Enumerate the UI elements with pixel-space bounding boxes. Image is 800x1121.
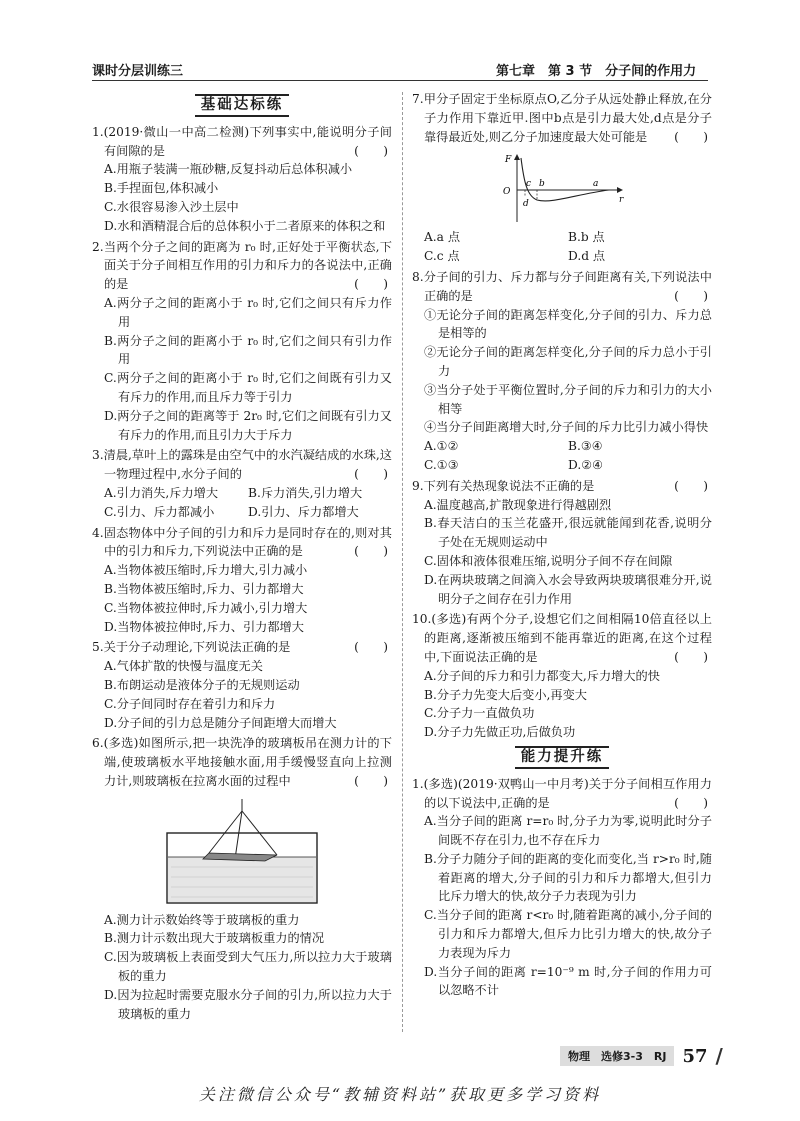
answer-option: A.引力消失,斥力增大 (104, 485, 219, 500)
section-title-basic (92, 94, 392, 117)
statement: ②无论分子间的距离怎样变化,分子间的斥力总小于引力 (424, 345, 712, 378)
answer-option: B.③④ (568, 439, 603, 454)
section-title-text: 基础达标练 (195, 94, 290, 117)
answer-option: D.因为拉起时需要克服水分子间的引力,所以拉力大于玻璃板的重力 (104, 987, 392, 1021)
answer-option: C.引力、斥力都减小 (104, 504, 215, 519)
answer-option: A.a 点 (424, 230, 461, 245)
graph-label-f: F (505, 155, 512, 166)
page-number: 57 (682, 1045, 708, 1067)
answer-option: B.分子力先变大后变小,再变大 (424, 687, 587, 702)
answer-option: A.①② (424, 439, 459, 454)
section-title-advanced (412, 746, 712, 769)
answer-option: C.因为玻璃板上表面受到大气压力,所以拉力大于玻璃板的重力 (104, 950, 392, 984)
answer-option: A.分子间的斥力和引力都变大,斥力增大的快 (424, 668, 660, 683)
question-text: 1.(2019·微山一中高二检测)下列事实中,能说明分子间有间隙的是 (92, 124, 392, 158)
answer-option: A.用瓶子装满一瓶砂糖,反复抖动后总体积减小 (104, 162, 353, 177)
question-text: 9.下列有关热现象说法不正确的是 (412, 478, 595, 493)
answer-option: B.分子力随分子间的距离的变化而变化,当 r>r₀ 时,随着距离的增大,分子间的引力和斥力都增大,但引力比斥力增大的快,故分子力表现为引力 (424, 851, 712, 904)
question (412, 268, 712, 475)
beaker-figure (92, 797, 392, 907)
statement: ③当分子处于平衡位置时,分子间的斥力和引力的大小相等 (424, 382, 712, 416)
question-list-right-2 (412, 775, 712, 1001)
answer-blank: ( ) (354, 277, 388, 292)
statement: ④当分子间距离增大时,分子间的斥力比引力减小得快 (424, 420, 709, 435)
question (412, 775, 712, 1001)
graph-label-r: r (619, 195, 624, 206)
header-right: 第七章 第 3 节 分子间的作用力 (496, 64, 697, 79)
question (92, 238, 392, 445)
question-list-right (412, 90, 712, 742)
answer-option: B.当物体被压缩时,斥力、引力都增大 (104, 581, 304, 596)
answer-option: D.分子间的引力总是随分子间距增大而增大 (104, 715, 337, 730)
question-text: 5.关于分子动理论,下列说法正确的是 (92, 640, 291, 655)
question (92, 734, 392, 1023)
answer-option: C.分子力一直做负功 (424, 706, 535, 721)
answer-option: D.d 点 (568, 249, 606, 264)
question-stem (92, 238, 392, 294)
footer (560, 1044, 723, 1068)
question-stem (92, 524, 392, 562)
question-text: 1.(多选)(2019·双鸭山一中月考)关于分子间相互作用力的以下说法中,正确的是 (412, 776, 712, 810)
answer-option: A.两分子之间的距离小于 r₀ 时,它们之间只有斥力作用 (104, 295, 392, 329)
section-title-text: 能力提升练 (515, 746, 610, 769)
options-grid (412, 228, 712, 266)
question-text: 10.(多选)有两个分子,设想它们之间相隔10倍直径以上的距离,逐渐被压缩到不能再靠近的距离,在这个过程中,下面说法正确的是 (412, 612, 712, 664)
answer-blank: ( ) (354, 544, 388, 559)
answer-option: D.当物体被拉伸时,斥力、引力都增大 (104, 619, 304, 634)
answer-option: B.春天洁白的玉兰花盛开,很远就能闻到花香,说明分子处在无规则运动中 (424, 516, 712, 550)
question (92, 638, 392, 732)
answer-option: B.布朗运动是液体分子的无规则运动 (104, 677, 300, 692)
question (412, 610, 712, 742)
answer-option: C.①③ (424, 457, 459, 472)
force-graph-figure (412, 152, 712, 224)
answer-option: C.c 点 (424, 249, 460, 264)
answer-option: B.手捏面包,体积减小 (104, 181, 219, 196)
question-stem (92, 734, 392, 790)
answer-option: C.水很容易渗入沙土层中 (104, 199, 239, 214)
question-stem (92, 638, 392, 657)
answer-option: D.②④ (568, 457, 604, 472)
answer-option: A.当分子间的距离 r=r₀ 时,分子力为零,说明此时分子间既不存在引力,也不存在斥力 (424, 814, 712, 848)
header-rule (92, 80, 708, 81)
graph-label-d: d (523, 199, 529, 210)
graph-label-o: O (503, 187, 511, 198)
right-column (412, 90, 712, 1002)
answer-option: A.测力计示数始终等于玻璃板的重力 (104, 912, 300, 927)
question-stem (92, 446, 392, 484)
answer-option: B.测力计示数出现大于玻璃板重力的情况 (104, 931, 325, 946)
answer-blank: ( ) (354, 467, 388, 482)
question-stem (412, 477, 712, 496)
question-list-left (92, 123, 392, 1024)
answer-option: D.水和酒精混合后的总体积小于二者原来的体积之和 (104, 218, 386, 233)
statement: ①无论分子间的距离怎样变化,分子间的引力、斥力总是相等的 (424, 307, 712, 341)
left-column (92, 90, 392, 1025)
options-grid (92, 484, 392, 522)
footer-subject: 物理 选修3-3 RJ (560, 1046, 674, 1066)
answer-option: B.两分子之间的距离小于 r₀ 时,它们之间只有引力作用 (104, 333, 392, 367)
answer-option: D.在两块玻璃之间滴入水会导致两块玻璃很难分开,说明分子之间存在引力作用 (424, 572, 712, 606)
answer-blank: ( ) (674, 795, 708, 810)
answer-option: B.b 点 (568, 230, 605, 245)
question (92, 446, 392, 521)
question (412, 90, 712, 266)
answer-blank: ( ) (674, 478, 708, 493)
answer-blank: ( ) (354, 143, 388, 158)
question (92, 524, 392, 637)
question-text: 2.当两个分子之间的距离为 r₀ 时,正好处于平衡状态,下面关于分子间相互作用的引力和斥力的各说法中,正确的是 (92, 239, 392, 292)
answer-blank: ( ) (674, 649, 708, 664)
force-distance-graph (497, 152, 627, 224)
question-stem (412, 90, 712, 146)
question (412, 477, 712, 609)
answer-option: C.固体和液体很难压缩,说明分子间不存在间隙 (424, 553, 673, 568)
answer-option: D.当分子间的距离 r=10⁻⁹ m 时,分子间的作用力可以忽略不计 (424, 964, 712, 998)
question-stem (412, 775, 712, 813)
answer-blank: ( ) (674, 288, 708, 303)
answer-option: D.引力、斥力都增大 (248, 504, 359, 519)
answer-option: D.分子力先做正功,后做负功 (424, 725, 576, 740)
header-left: 课时分层训练三 (92, 64, 184, 79)
answer-option: A.当物体被压缩时,斥力增大,引力减小 (104, 563, 308, 578)
question-text: 6.(多选)如图所示,把一块洗净的玻璃板吊在测力计的下端,使玻璃板水平地接触水面,用手缓慢竖直向上拉测力计,则玻璃板在拉离水面的过程中 (92, 736, 392, 788)
answer-option: B.斥力消失,引力增大 (248, 485, 363, 500)
answer-option: D.两分子之间的距离等于 2r₀ 时,它们之间既有引力又有斥力的作用,而且引力大于斥力 (104, 408, 392, 442)
answer-blank: ( ) (354, 773, 388, 788)
question-text: 8.分子间的引力、斥力都与分子间距离有关,下列说法中正确的是 (412, 269, 712, 303)
graph-label-c: c (526, 179, 532, 190)
answer-option: C.当物体被拉伸时,斥力减小,引力增大 (104, 600, 308, 615)
question (92, 123, 392, 236)
footer-slash: / (715, 1044, 723, 1068)
answer-option: C.两分子之间的距离小于 r₀ 时,它们之间既有引力又有斥力的作用,而且斥力等于引力 (104, 371, 392, 404)
graph-label-a: a (593, 179, 599, 190)
graph-label-b: b (539, 179, 545, 190)
answer-blank: ( ) (354, 640, 388, 655)
question-stem (412, 268, 712, 306)
question-text: 7.甲分子固定于坐标原点O,乙分子从远处静止释放,在分子力作用下靠近甲.图中b点是引力最大处,d点是分子靠得最近处,则乙分子加速度最大处可能是 (412, 92, 712, 144)
question-text: 4.固态物体中分子间的引力和斥力是同时存在的,则对其中的引力和斥力,下列说法中正确的是 (92, 525, 392, 559)
answer-blank: ( ) (674, 129, 708, 144)
answer-option: A.温度越高,扩散现象进行得越剧烈 (424, 497, 612, 512)
answer-option: C.分子间同时存在着引力和斥力 (104, 696, 276, 711)
beaker-diagram (157, 797, 327, 907)
bottom-note: 关注微信公众号“教辅资料站”获取更多学习资料 (198, 1085, 602, 1104)
answer-option: A.气体扩散的快慢与温度无关 (104, 659, 263, 674)
question-text: 3.清晨,草叶上的露珠是由空气中的水汽凝结成的水珠,这一物理过程中,水分子间的 (92, 448, 392, 482)
question-stem (92, 123, 392, 161)
options-grid (412, 437, 712, 475)
answer-option: C.当分子间的距离 r<r₀ 时,随着距离的减小,分子间的引力和斥力都增大,但斥力比引力增大的快,故分子力表现为斥力 (424, 908, 712, 960)
question-stem (412, 610, 712, 666)
column-divider (402, 92, 403, 1032)
